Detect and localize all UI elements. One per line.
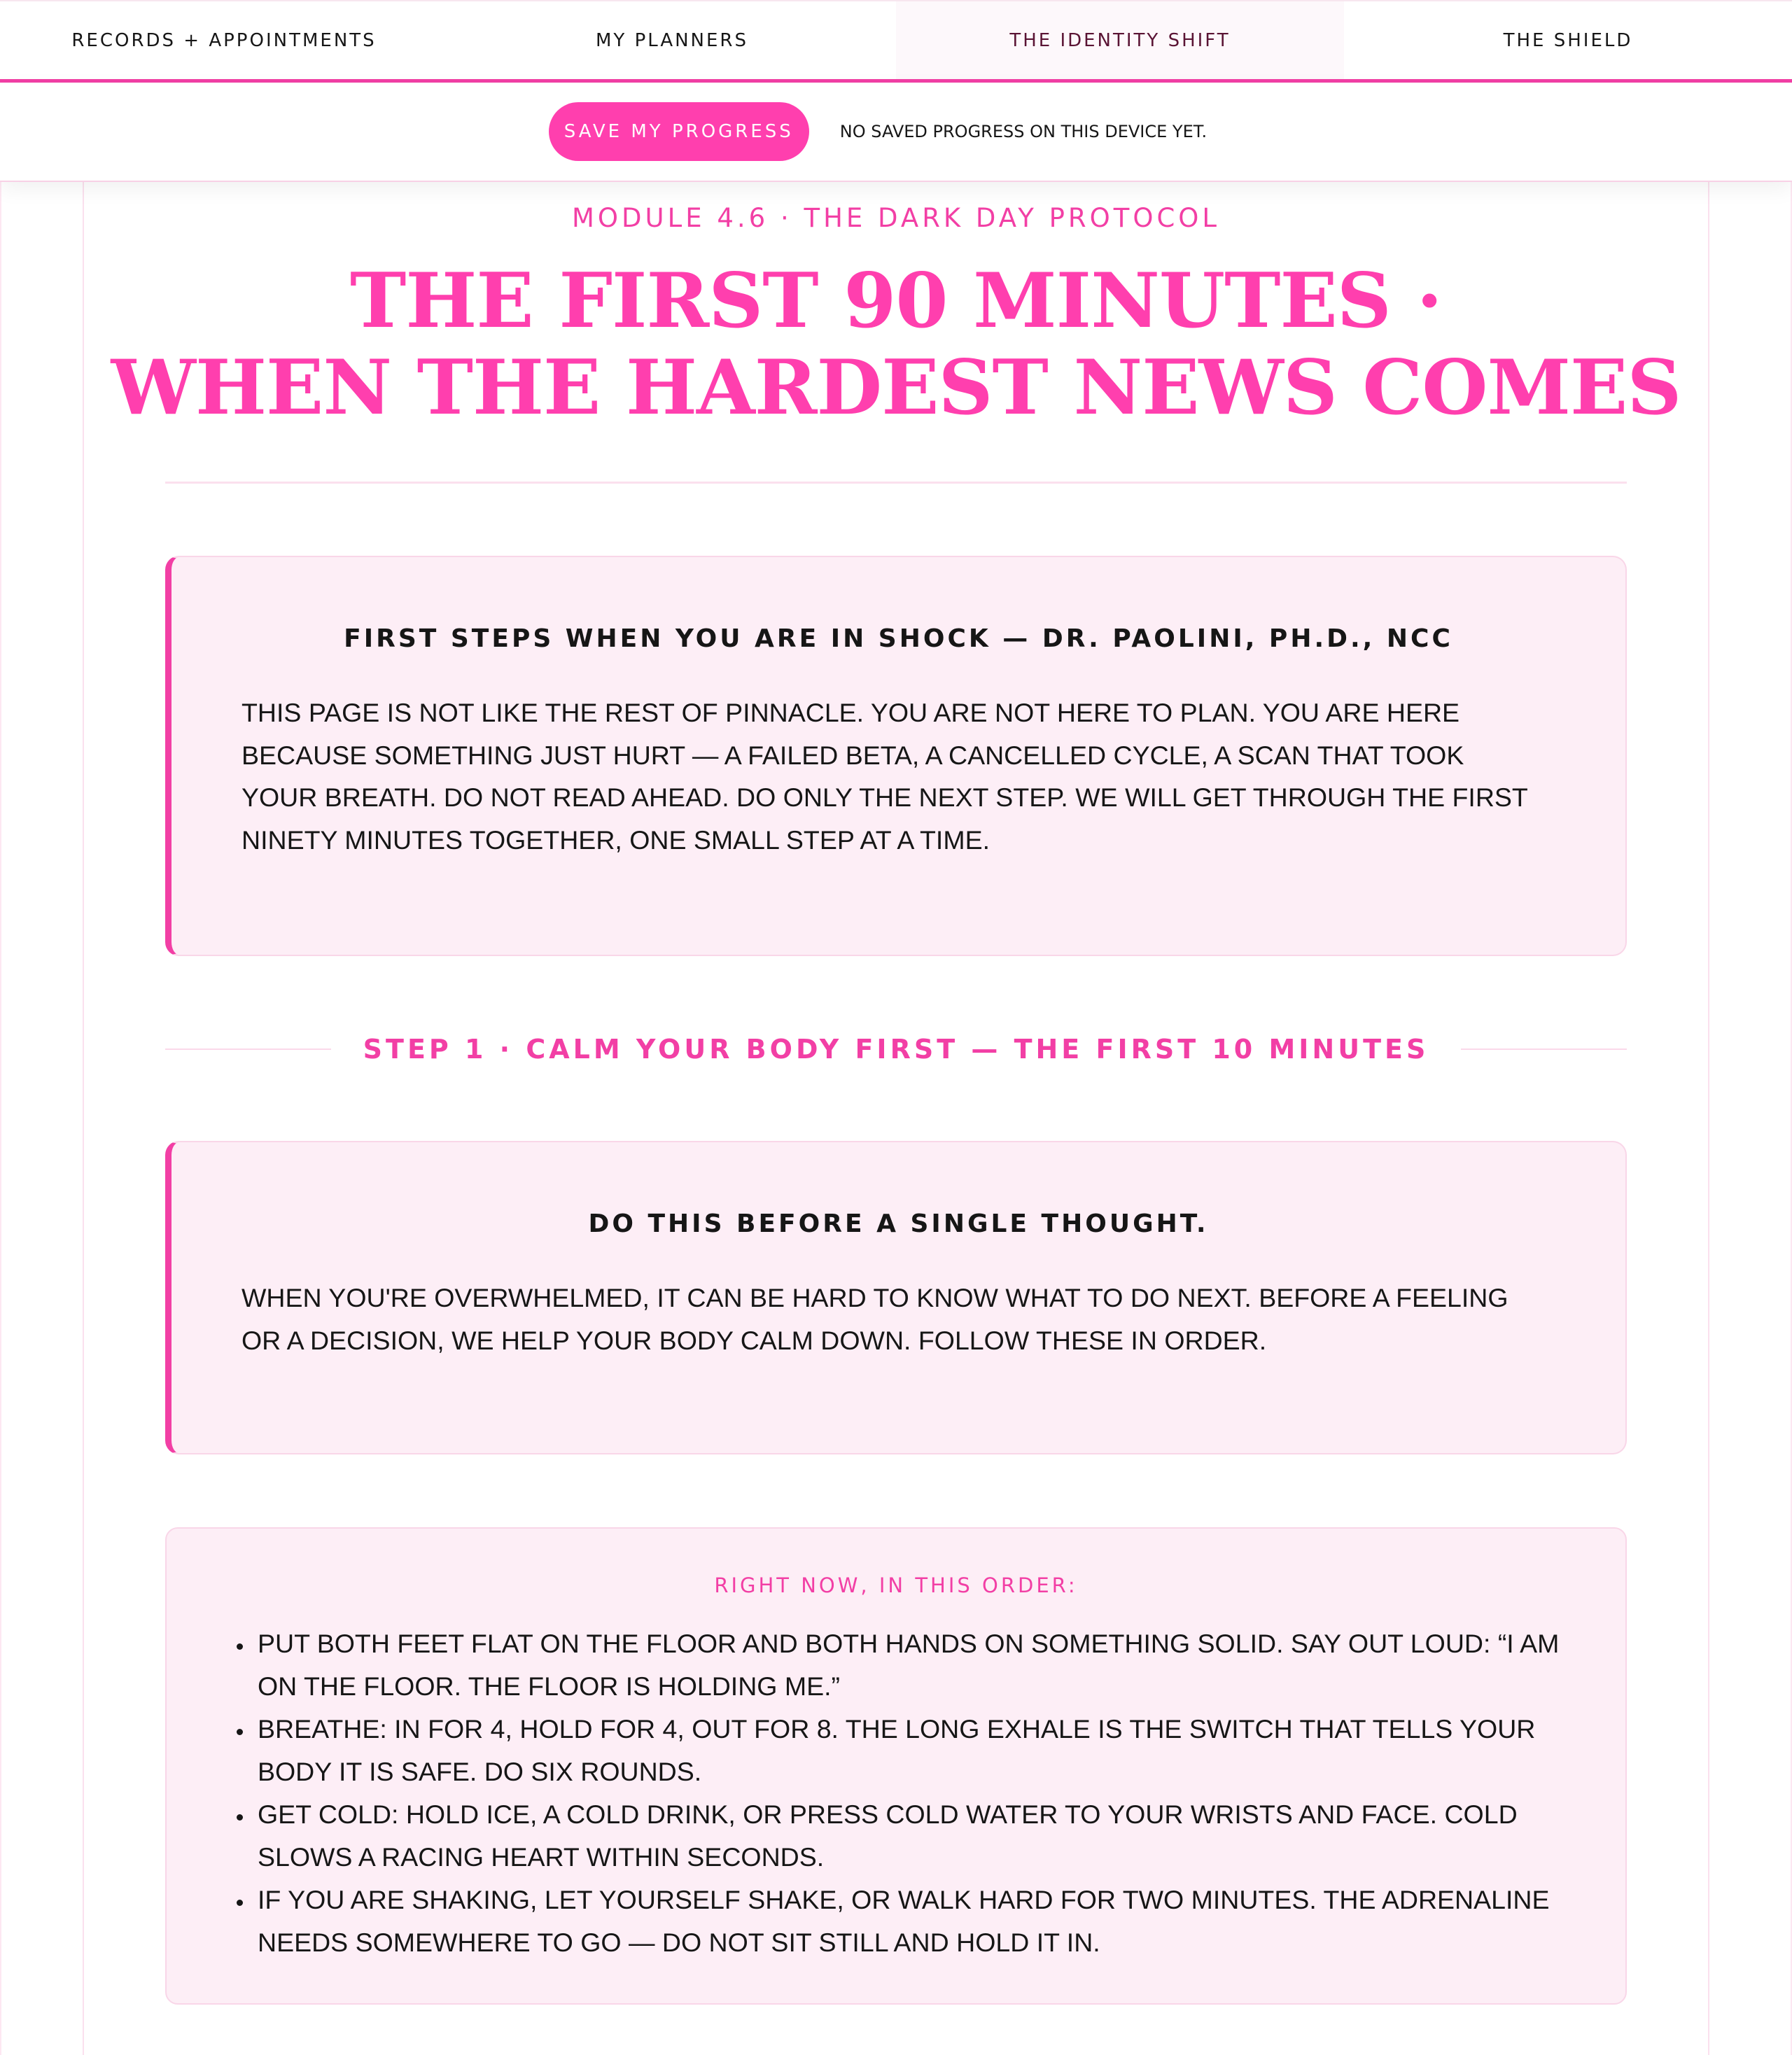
- intro-callout: [165, 556, 1627, 956]
- checklist: [167, 1622, 1562, 1964]
- step-1-callout: [165, 1141, 1627, 1454]
- save-progress-button[interactable]: SAVE MY PROGRESS: [549, 102, 809, 161]
- intro-callout-heading: FIRST STEPS WHEN YOU ARE IN SHOCK — DR. PAOLINI, PH.D., NCC: [344, 624, 1453, 653]
- save-progress-bar: [0, 83, 1792, 182]
- save-status-text: NO SAVED PROGRESS ON THIS DEVICE YET.: [839, 122, 1208, 141]
- step-1-checklist: [165, 1527, 1627, 2005]
- list-item: • IF YOU ARE SHAKING, LET YOURSELF SHAKE, OR WALK HARD FOR TWO MINUTES. THE ADRENALINE NEEDS SOMEWHERE TO GO — DO NOT SIT STILL AND HOLD IT IN.: [253, 1879, 1562, 1964]
- divider-line-right: [1461, 1048, 1627, 1050]
- step-1-label: STEP 1 · CALM YOUR BODY FIRST — THE FIRST 10 MINUTES: [363, 1034, 1429, 1065]
- step-1-divider: [165, 1026, 1627, 1072]
- title-divider: [165, 482, 1627, 484]
- page-title-line-1: THE FIRST 90 MINUTES ·: [350, 257, 1442, 345]
- list-item: • BREATHE: IN FOR 4, HOLD FOR 4, OUT FOR 8. THE LONG EXHALE IS THE SWITCH THAT TELLS YOUR BODY IT IS SAFE. DO SIX ROUNDS.: [253, 1708, 1562, 1793]
- module-label: MODULE 4.6 · THE DARK DAY PROTOCOL: [571, 203, 1221, 233]
- list-item: • GET COLD: HOLD ICE, A COLD DRINK, OR PRESS COLD WATER TO YOUR WRISTS AND FACE. COLD SLOWS A RACING HEART WITHIN SECONDS.: [253, 1793, 1562, 1879]
- intro-callout-body: THIS PAGE IS NOT LIKE THE REST OF PINNACLE. YOU ARE NOT HERE TO PLAN. YOU ARE HERE BECAUSE SOMETHING JUST HURT — A FAILED BETA, A CANCELLED CYCLE, A SCAN THAT TOOK YOUR BREATH. DO NOT READ AHEAD. DO ONLY THE NEXT STEP. WE WILL GET THROUGH THE FIRST NINETY MINUTES TOGETHER, ONE SMALL STEP AT A TIME.: [241, 698, 1528, 855]
- page-title-line-2: WHEN THE HARDEST NEWS COMES: [111, 344, 1681, 432]
- list-item: • PUT BOTH FEET FLAT ON THE FLOOR AND BOTH HANDS ON SOMETHING SOLID. SAY OUT LOUD: “I AM ON THE FLOOR. THE FLOOR IS HOLDING ME.”: [253, 1622, 1562, 1708]
- nav-tab-my-planners[interactable]: MY PLANNERS: [595, 29, 749, 51]
- step-1-callout-heading: DO THIS BEFORE A SINGLE THOUGHT.: [588, 1209, 1209, 1238]
- nav-tab-identity-shift[interactable]: THE IDENTITY SHIFT: [896, 1, 1344, 79]
- page-title: [0, 258, 1792, 431]
- top-nav: [0, 0, 1792, 83]
- step-1-callout-body: WHEN YOU'RE OVERWHELMED, IT CAN BE HARD TO KNOW WHAT TO DO NEXT. BEFORE A FEELING OR A DECISION, WE HELP YOUR BODY CALM DOWN. FOLLOW THESE IN ORDER.: [241, 1283, 1508, 1355]
- nav-tab-the-shield[interactable]: THE SHIELD: [1503, 29, 1633, 51]
- nav-tab-records-appointments[interactable]: RECORDS + APPOINTMENTS: [71, 29, 377, 51]
- divider-line-left: [165, 1048, 331, 1050]
- checklist-heading: RIGHT NOW, IN THIS ORDER:: [714, 1573, 1078, 1597]
